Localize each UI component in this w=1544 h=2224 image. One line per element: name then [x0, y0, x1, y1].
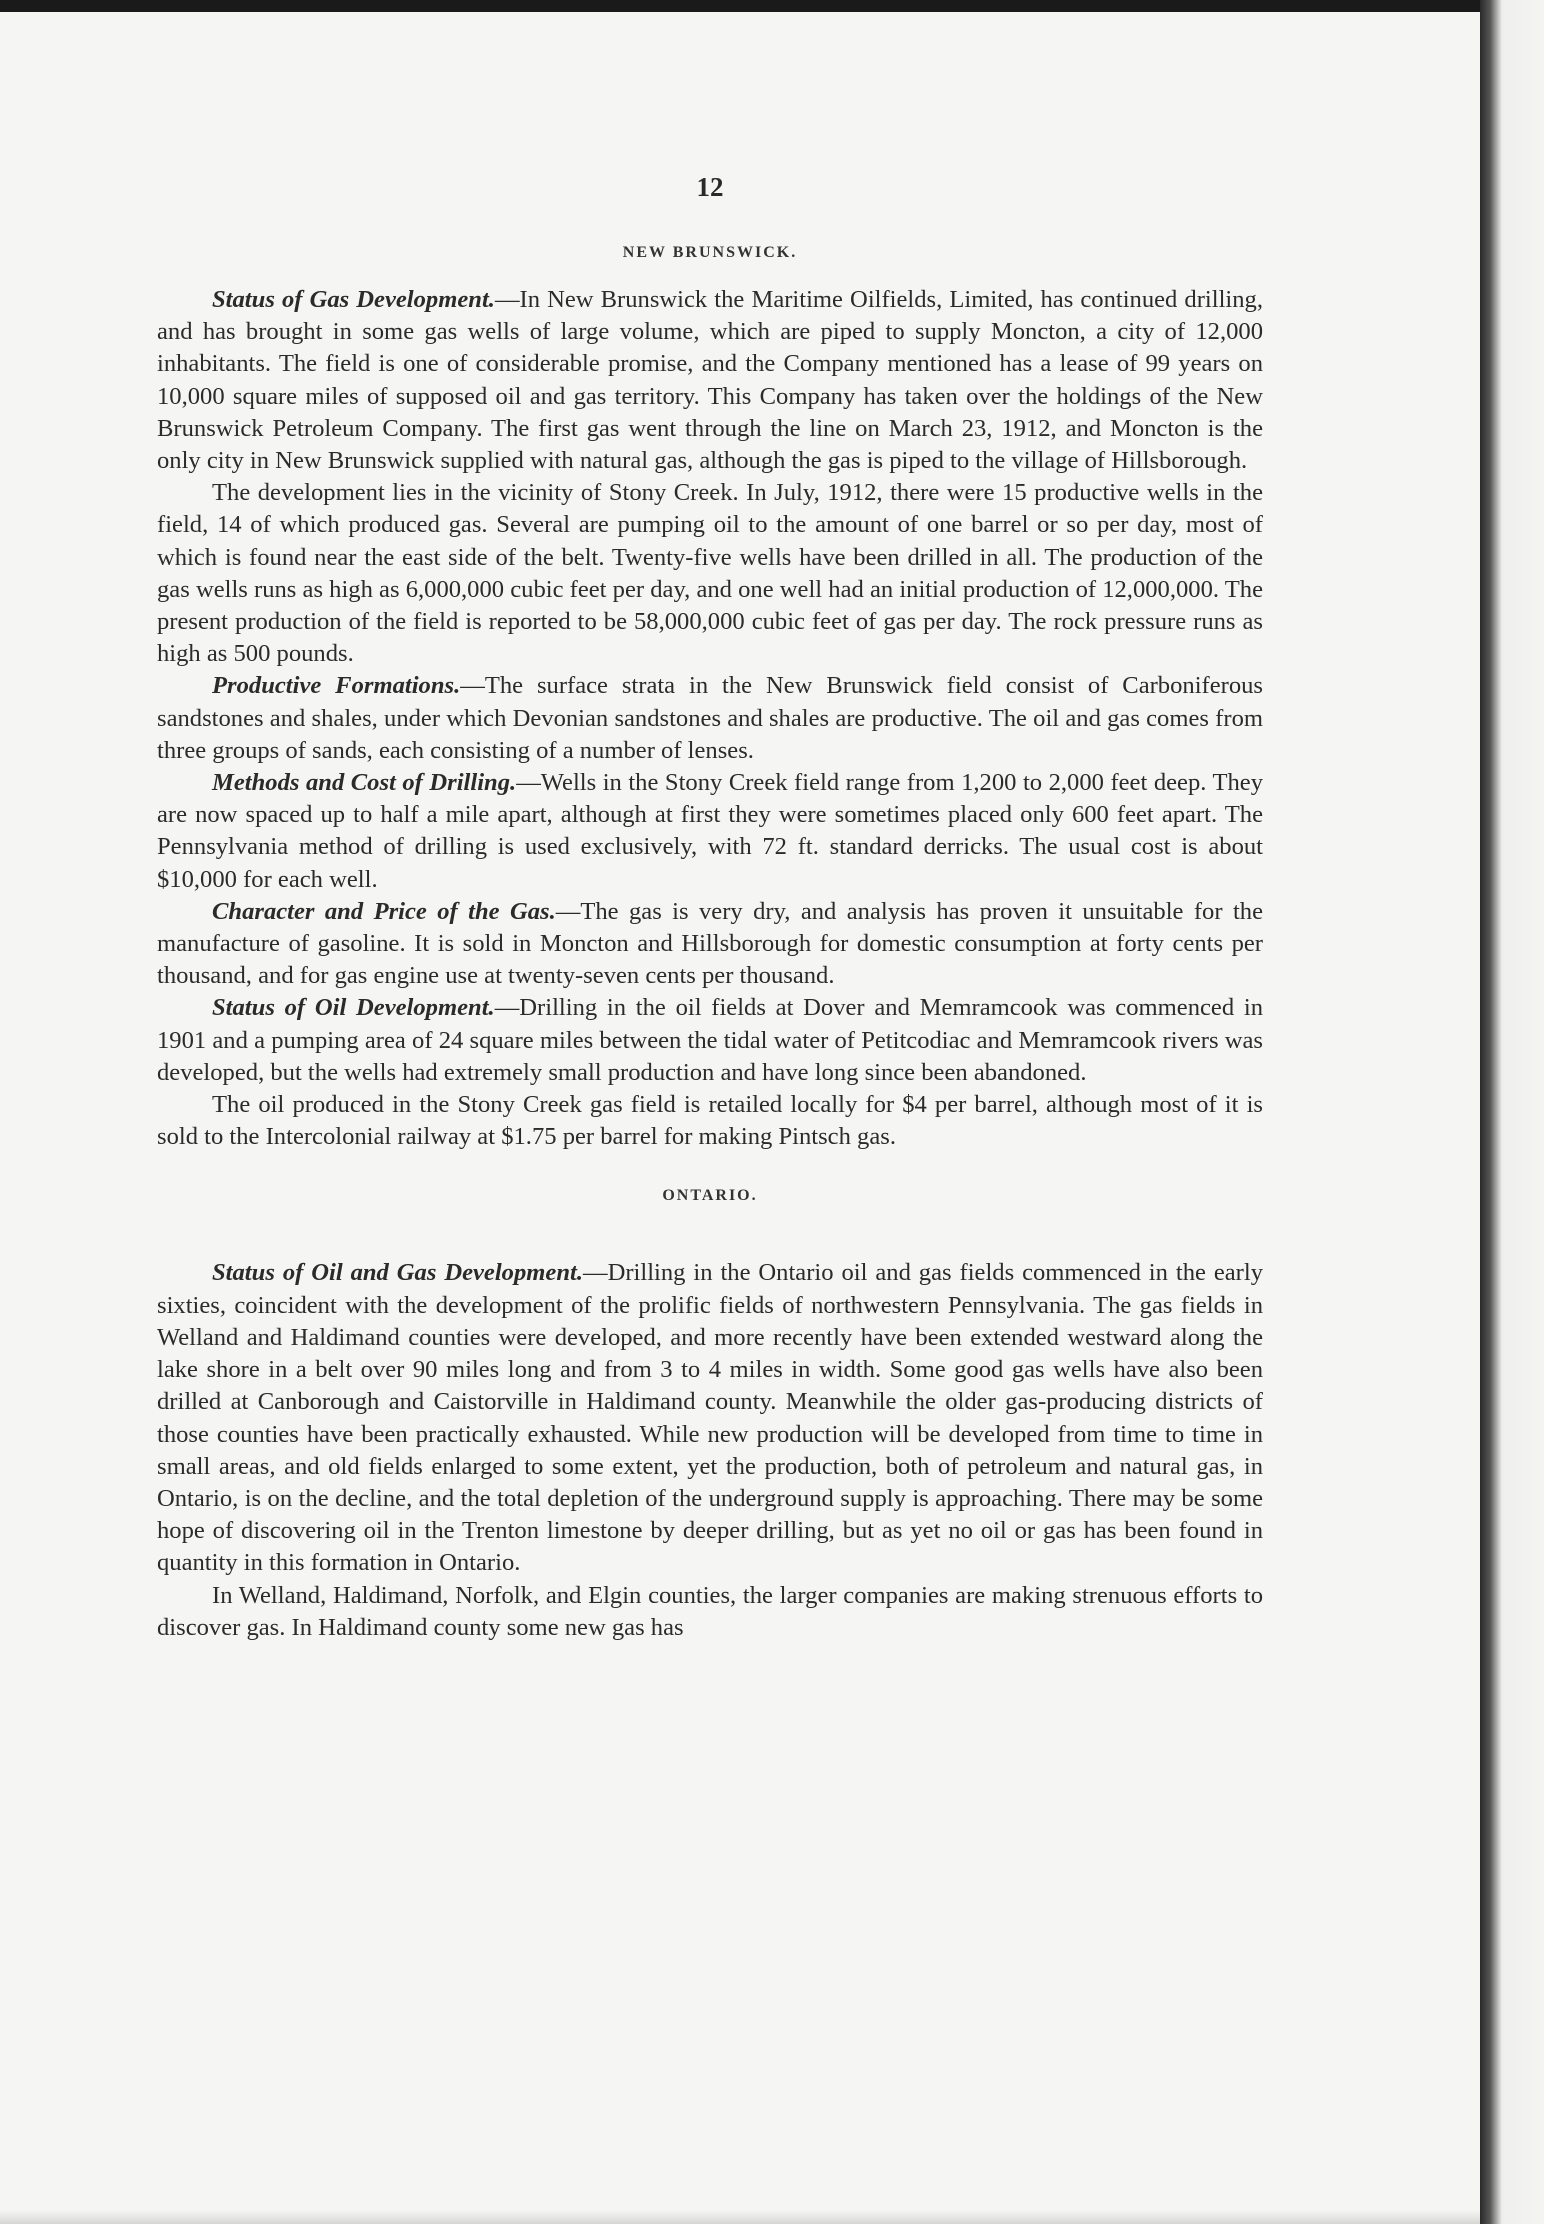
- paragraph-text: In Welland, Haldimand, Norfolk, and Elgin counties, the larger companies are making strenuous efforts to discover gas. In Haldimand county some new gas has: [157, 1581, 1263, 1641]
- paragraph-text: —In New Brunswick the Maritime Oilfields, Limited, has continued drilling, and has brought in some gas wells of large volume, which are piped to supply Moncton, a city of 12,000 inhabitants. The field is one of considerable promise, and the Company mentioned has a lease of 99 years on 10,000 square miles of supposed oil and gas territory. This Company has taken over the holdings of the New Brunswick Petroleum Company. The first gas went through the line on March 23, 1912, and Moncton is the only city in New Brunswick supplied with natural gas, although the gas is piped to the village of Hillsborough.: [157, 286, 1263, 475]
- paragraph-text: —Wells in the Stony Creek field range from 1,200 to 2,000 feet deep. They are now spaced up to half a mile apart, although at first they were sometimes placed only 600 feet apart. The Pennsylvania method of drilling is used exclusively, with 72 ft. standard derricks. The usual cost is about $10,000 for each well.: [157, 769, 1264, 893]
- paragraph-drilling-methods: [157, 767, 1263, 896]
- paragraph-stony-creek: [157, 477, 1263, 670]
- paragraph-text: —Drilling in the oil fields at Dover and Memramcook was commenced in 1901 and a pumping area of 24 square miles between the tidal water of Petitcodiac and Memramcook rivers was developed, but the wells had extremely small production and have long since been abandoned.: [157, 994, 1264, 1086]
- paragraph-text: The oil produced in the Stony Creek gas field is retailed locally for $4 per barrel, although most of it is sold to the Intercolonial railway at $1.75 per barrel for making Pintsch gas.: [157, 1091, 1263, 1151]
- section-heading-new-brunswick: NEW BRUNSWICK.: [622, 244, 798, 261]
- paragraph-productive-formations: [157, 670, 1263, 767]
- paragraph-text: —Drilling in the Ontario oil and gas fields commenced in the early sixties, coincident with the development of the prolific fields of northwestern Pennsylvania. The gas fields in Welland and Haldimand counties were developed, and more recently have been extended westward along the lake shore in a belt over 90 miles long and from 3 to 4 miles in width. Some good gas wells have also been drilled at Canborough and Caistorville in Haldimand county. Meanwhile the older gas-producing districts of those counties have been practically exhausted. While new production will be developed from time to time in small areas, and old fields enlarged to some extent, yet the production, both of petroleum and natural gas, in Ontario, is on the decline, and the total depletion of the underground supply is approaching. There may be some hope of discovering oil in the Trenton limestone by deeper drilling, but as yet no oil or gas has been found in quantity in this formation in Ontario.: [157, 1259, 1263, 1577]
- paragraph-welland-counties: [157, 1580, 1263, 1644]
- paragraph-text: —The surface strata in the New Brunswick field consist of Carboniferous sandstones and shales, under which Devonian sandstones and shales are productive. The oil and gas comes from three groups of sands, each consisting of a number of lenses.: [157, 672, 1263, 764]
- document-page: [0, 12, 1480, 2224]
- paragraph-text: —The gas is very dry, and analysis has proven it unsuitable for the manufacture of gasoline. It is sold in Moncton and Hillsborough for domestic consumption at forty cents per thousand, and for gas engine use at twenty-seven cents per thousand.: [157, 897, 1263, 990]
- paragraph-lead: Character and Price of the Gas.: [212, 897, 556, 925]
- paragraph-lead: Methods and Cost of Drilling.: [212, 769, 517, 797]
- page-bottom-shadow: [0, 2210, 1480, 2224]
- text-column: [157, 172, 1263, 1644]
- paragraph-gas-development: [157, 284, 1263, 477]
- paragraph-text: The development lies in the vicinity of Stony Creek. In July, 1912, there were 15 productive wells in the field, 14 of which produced gas. Several are pumping oil to the amount of one barrel or so per day, most of which is found near the east side of the belt. Twenty-five wells have been drilled in all. The production of the gas wells runs as high as 6,000,000 cubic feet per day, and one well had an initial production of 12,000,000. The present production of the field is reported to be 58,000,000 cubic feet of gas per day. The rock pressure runs as high as 500 pounds.: [157, 479, 1263, 668]
- paragraph-lead: Status of Oil Development.: [212, 994, 495, 1022]
- section-heading-ontario: ONTARIO.: [662, 1187, 758, 1205]
- book-spine-edge: [1480, 0, 1544, 2224]
- page-number: 12: [696, 172, 724, 202]
- paragraph-oil-price: [157, 1089, 1263, 1153]
- paragraph-lead: Productive Formations.: [212, 672, 461, 700]
- paragraph-gas-price: [157, 896, 1263, 993]
- paragraph-lead: Status of Oil and Gas Development.: [212, 1259, 583, 1287]
- paragraph-oil-development: [157, 992, 1263, 1089]
- paragraph-ontario-development: [157, 1257, 1263, 1579]
- paragraph-lead: Status of Gas Development.: [212, 286, 495, 313]
